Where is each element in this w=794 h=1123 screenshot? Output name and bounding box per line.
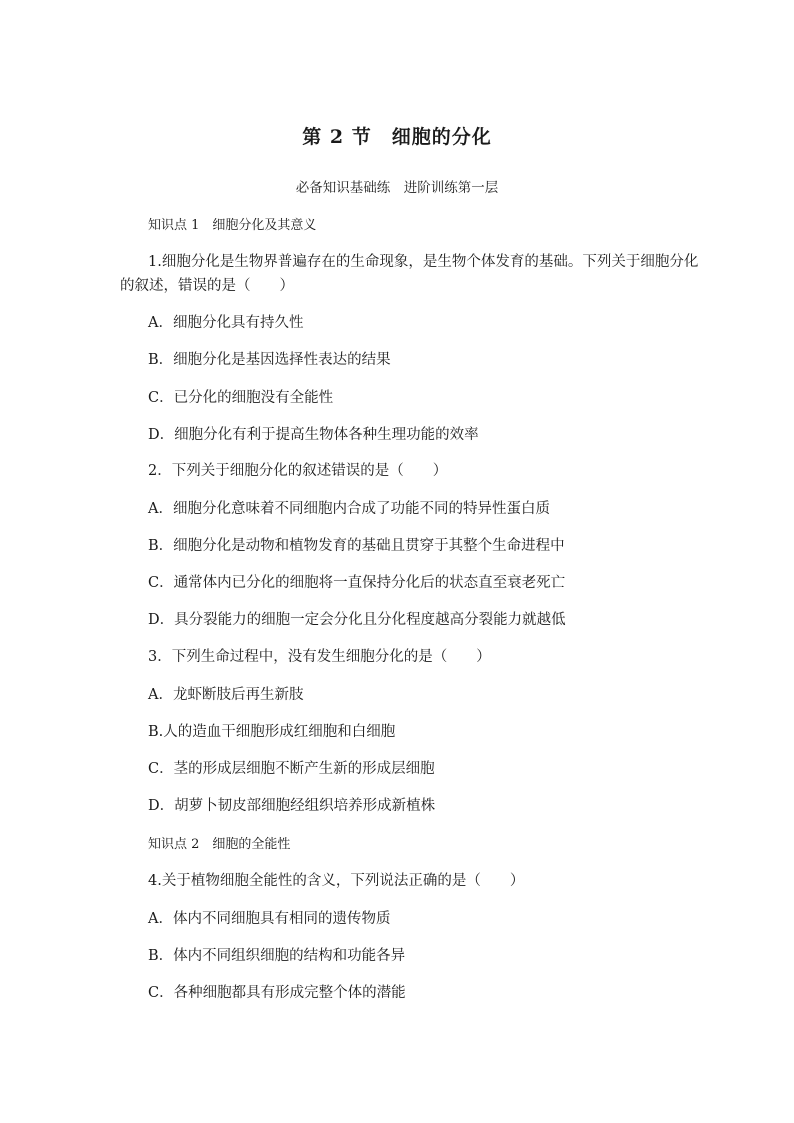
answer-option: C．各种细胞都具有形成完整个体的潜能 [148, 985, 406, 1001]
answer-option: B.人的造血干细胞形成红细胞和白细胞 [148, 724, 396, 740]
answer-option: D．细胞分化有利于提高生物体各种生理功能的效率 [148, 427, 479, 443]
answer-option: A．细胞分化意味着不同细胞内合成了功能不同的特异性蛋白质 [148, 501, 550, 517]
answer-option: D．胡萝卜韧皮部细胞经组织培养形成新植株 [148, 798, 436, 814]
question-stem: 4.关于植物细胞全能性的含义，下列说法正确的是（ ） [148, 873, 525, 889]
answer-option: C．已分化的细胞没有全能性 [148, 390, 334, 406]
answer-option: B．体内不同组织细胞的结构和功能各异 [148, 948, 406, 964]
answer-option: B．细胞分化是基因选择性表达的结果 [148, 352, 391, 368]
question-stem-continued: 的叙述，错误的是（ ） [120, 278, 294, 294]
answer-option: C．茎的形成层细胞不断产生新的形成层细胞 [148, 761, 435, 777]
page-subtitle: 必备知识基础练 进阶训练第一层 [295, 180, 499, 196]
question-stem: 2．下列关于细胞分化的叙述错误的是（ ） [148, 463, 448, 479]
answer-option: A．龙虾断肢后再生新肢 [148, 687, 304, 703]
answer-option: A．体内不同细胞具有相同的遗传物质 [148, 911, 391, 927]
question-stem: 1.细胞分化是生物界普遍存在的生命现象，是生物个体发育的基础。下列关于细胞分化 [148, 254, 699, 270]
question-stem: 3．下列生命过程中，没有发生细胞分化的是（ ） [148, 649, 491, 665]
answer-option: D．具分裂能力的细胞一定会分化且分化程度越高分裂能力就越低 [148, 612, 566, 628]
answer-option: B．细胞分化是动物和植物发育的基础且贯穿于其整个生命进程中 [148, 538, 565, 554]
section-heading: 知识点 2 细胞的全能性 [148, 837, 291, 852]
section-heading: 知识点 1 细胞分化及其意义 [148, 218, 317, 233]
answer-option: A．细胞分化具有持久性 [148, 315, 304, 331]
page-title: 第 2 节 细胞的分化 [302, 126, 492, 148]
answer-option: C．通常体内已分化的细胞将一直保持分化后的状态直至衰老死亡 [148, 575, 566, 591]
